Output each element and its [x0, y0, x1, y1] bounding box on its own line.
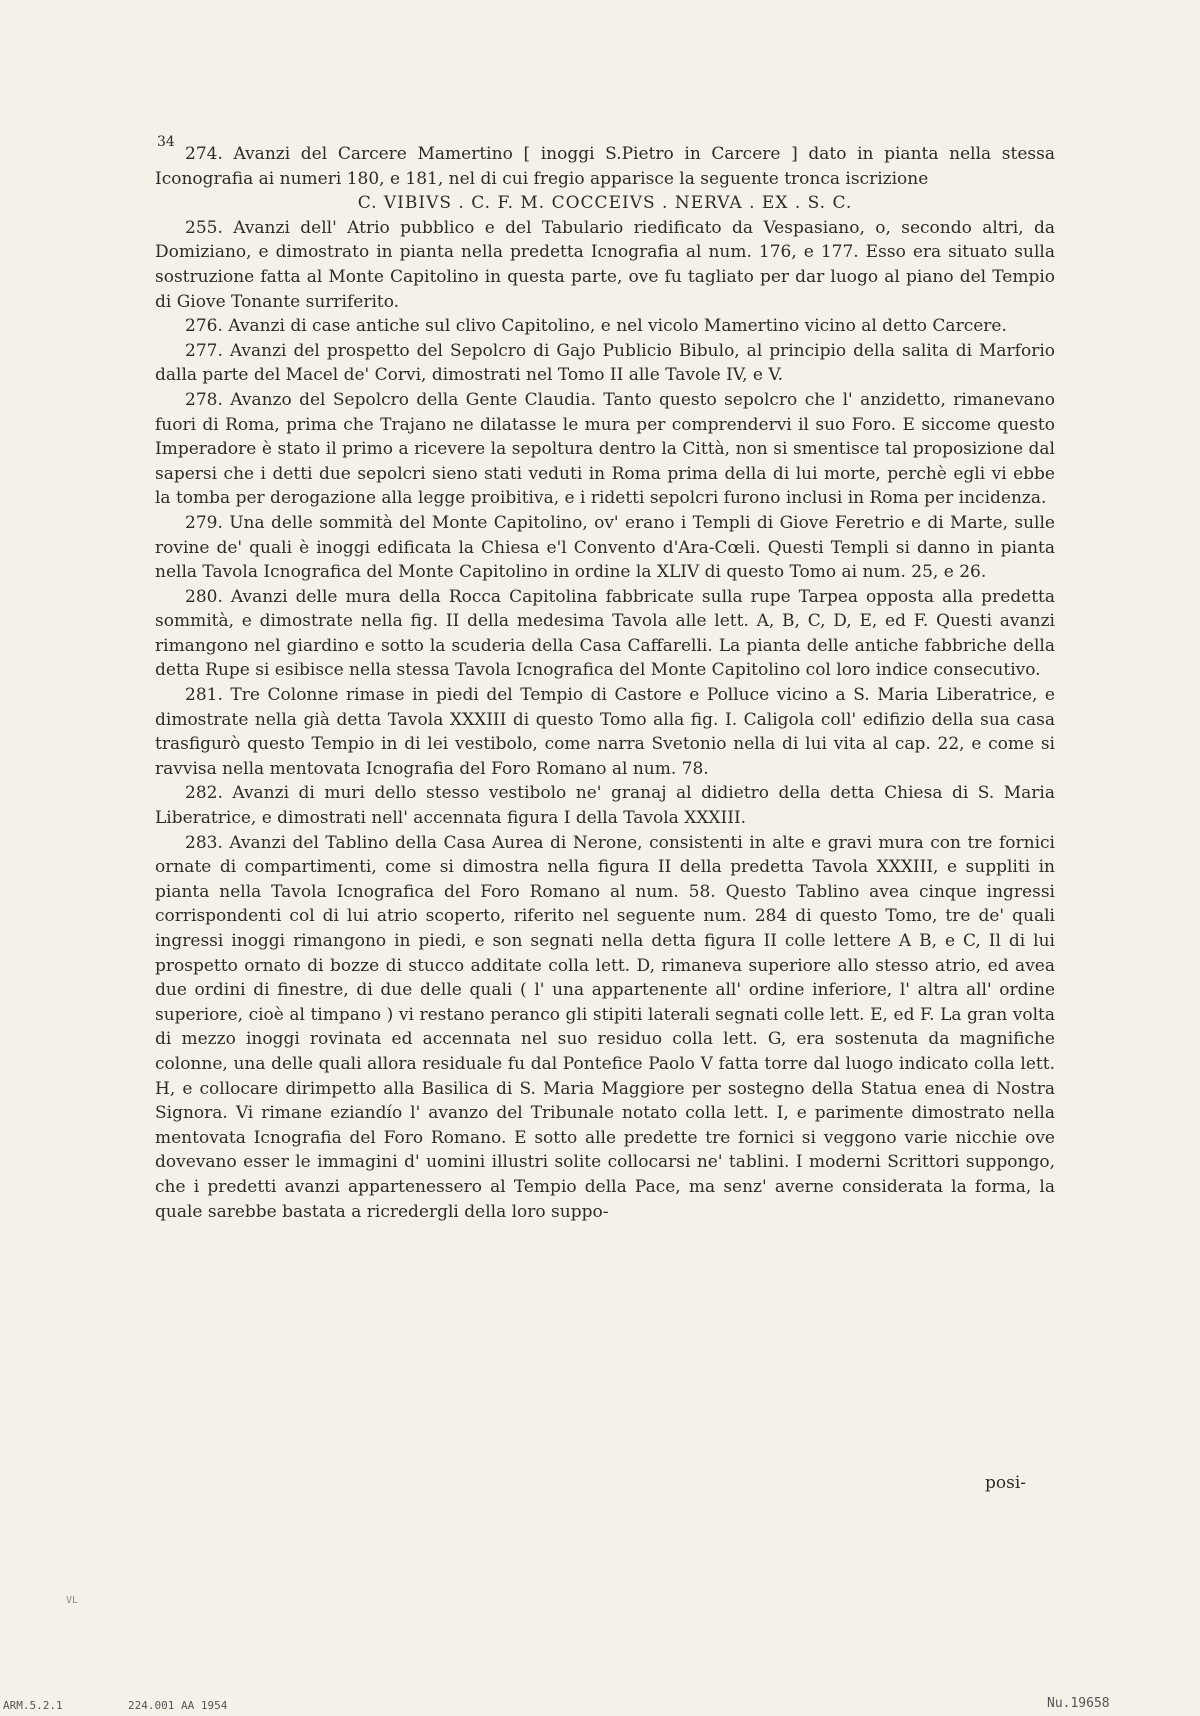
- paragraph-255: 255. Avanzi dell' Atrio pubblico e del Tabulario riedificato da Vespasiano, o, secondo altri, da Domiziano, e dimostrato in pianta nella predetta Icnografia al num. 176, e 177. Esso era situato sulla sostruzione fatta al Monte Capitolino in questa parte, ove fu tagliato per dar luogo al piano del Tempio di Giove Tonante surriferito.: [155, 217, 1055, 312]
- inscription: C. VIBIVS . C. F. M. COCCEIVS . NERVA . EX . S. C.: [357, 193, 853, 214]
- paragraph-278: 278. Avanzo del Sepolcro della Gente Claudia. Tanto questo sepolcro che l' anzidetto, rimanevano fuori di Roma, prima che Trajano ne dilatasse le mura per comprendervi il suo Foro. E siccome questo Imperadore è stato il primo a ricevere la sepoltura dentro la Città, non si smentisce tal proposizione dal sapersi che i detti due sepolcri sieno stati veduti in Roma prima della di lui morte, perchè egli vi ebbe la tomba per derogazione alla legge proibitiva, e i ridetti sepolcri furono inclusi in Roma per incidenza.: [155, 389, 1055, 509]
- paragraph-280: 280. Avanzi delle mura della Rocca Capitolina fabbricate sulla rupe Tarpea opposta alla predetta sommità, e dimostrate nella fig. II della medesima Tavola alle lett. A, B, C, D, E, ed F. Questi avanzi rimangono nel giardino e sotto la scuderia della Casa Caffarelli. La pianta delle antiche fabbriche della detta Rupe si esibisce nella stessa Tavola Icnografica del Monte Capitolino col loro indice consecutivo.: [155, 586, 1055, 681]
- catchword: posi-: [985, 1473, 1027, 1493]
- page-number: 34: [157, 134, 175, 150]
- paragraph-283: 283. Avanzi del Tablino della Casa Aurea di Nerone, consistenti in alte e gravi mura con tre fornici ornate di compartimenti, come si dimostra nella figura II della predetta Tavola XXXIII, e suppliti in pianta nella Tavola Icnografica del Foro Romano al num. 58. Questo Tablino avea cinque ingressi corrispondenti col di lui atrio scoperto, riferito nel seguente num. 284 di questo Tomo, tre de' quali ingressi inoggi rimangono in piedi, e son segnati nella detta figura II colle lettere A B, e C, Il di lui prospetto ornato di bozze di stucco additate colla lett. D, rimaneva superiore allo stesso atrio, ed avea due ordini di finestre, di due delle quali ( l' una appartenente all' ordine inferiore, l' altra all' ordine superiore, cioè al timpano ) vi restano peranco gli stipiti laterali segnati colle lett. E, ed F. La gran volta di mezzo inoggi rovinata ed accennata nel suo residuo colla lett. G, era sostenuta da magnifiche colonne, una delle quali allora residuale fu dal Pontefice Paolo V fatta torre dal luogo indicato colla lett. H, e collocare dirimpetto alla Basilica di S. Maria Maggiore per sostegno della Statua enea di Nostra Signora. Vi rimane eziandío l' avanzo del Tribunale notato colla lett. I, e parimente dimostrato nella mentovata Icnografia del Foro Romano. E sotto alle predette tre fornici si veggono varie nicchie ove dovevano esser le immagini d' uomini illustri solite collocarsi ne' tablini. I moderni Scrittori suppongo, che i predetti avanzi appartenessero al Tempio della Pace, ma senz' averne considerata la forma, la quale sarebbe bastata a ricredergli della loro suppo-: [155, 832, 1055, 1222]
- paragraph-274: 274. Avanzi del Carcere Mamertino [ inoggi S.Pietro in Carcere ] dato in pianta nella stessa Iconografia ai numeri 180, e 181, nel di cui fregio apparisce la seguente tronca iscrizione: [155, 144, 1055, 189]
- archive-stamp-right: Nu.19658: [1047, 1696, 1110, 1711]
- paragraph-279: 279. Una delle sommità del Monte Capitolino, ov' erano i Templi di Giove Feretrio e di Marte, sulle rovine de' quali è inoggi edificata la Chiesa e'l Convento d'Ara-Cœli. Questi Templi si danno in pianta nella Tavola Icnografica del Monte Capitolino in ordine la XLIV di questo Tomo ai num. 25, e 26.: [155, 512, 1055, 583]
- margin-mark: VL: [66, 1595, 79, 1606]
- paragraph-276: 276. Avanzi di case antiche sul clivo Capitolino, e nel vicolo Mamertino vicino al detto Carcere.: [185, 316, 1007, 337]
- paragraph-281: 281. Tre Colonne rimase in piedi del Tempio di Castore e Polluce vicino a S. Maria Liberatrice, e dimostrate nella già detta Tavola XXXIII di questo Tomo alla fig. I. Caligola coll' edifizio della sua casa trasfigurò questo Tempio in di lei vestibolo, come narra Svetonio nella di lui vita al cap. 22, e come si ravvisa nella mentovata Icnografia del Foro Romano al num. 78.: [155, 685, 1055, 779]
- text-column: [155, 142, 1055, 1224]
- archive-stamp-left: ARM.5.2.1: [3, 1699, 63, 1712]
- archive-stamp-center: 224.001 AA 1954: [128, 1699, 228, 1712]
- paragraph-282: 282. Avanzi di muri dello stesso vestibolo ne' granaj al didietro della detta Chiesa di S. Maria Liberatrice, e dimostrati nell' accennata figura I della Tavola XXXIII.: [155, 783, 1055, 829]
- paragraph-277: 277. Avanzi del prospetto del Sepolcro di Gajo Publicio Bibulo, al principio della salita di Marforio dalla parte del Macel de' Corvi, dimostrati nel Tomo II alle Tavole IV, e V.: [155, 340, 1055, 386]
